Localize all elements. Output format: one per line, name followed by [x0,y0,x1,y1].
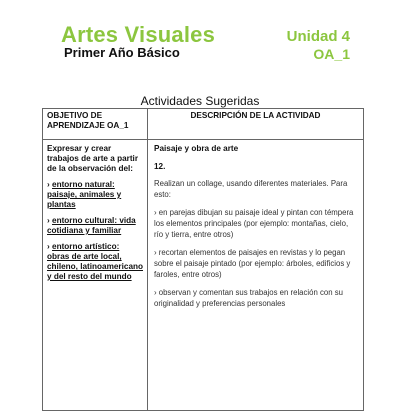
activity-number: 12. [154,162,166,171]
objective-code: OA_1 [313,46,350,62]
activity-intro: Realizan un collage, usando diferentes materiales. Para esto: [154,179,348,199]
objective-item [47,216,143,236]
unit-label: Unidad 4 [286,28,350,45]
activity-title: Paisaje y obra de arte [154,144,239,153]
activities-table [42,108,364,411]
activity-step: › en parejas dibujan su paisaje ideal y pintan con témpera los elementos principales (por ejemplo: montañas, cielo, río y tierra, entre otros) [154,208,354,239]
bullet: › [47,242,53,251]
section-title: Actividades Sugeridas [140,94,260,108]
bullet: › [47,216,53,225]
objective-item [47,180,143,210]
objective-cell [43,140,148,411]
activity-step: › recortan elementos de paisajes en revistas y lo pegan sobre el paisaje pintado (por ejemplo: árboles, edificios y faroles, entre otros) [154,248,351,279]
activity-step: › observan y comentan sus trabajos en relación con su originalidad y preferencias personales [154,288,343,308]
objective-item-text: entorno cultural: vida cotidiana y familiar [47,216,136,235]
grade-subtitle: Primer Año Básico [64,45,180,60]
header-objective: OBJETIVO DE APRENDIZAJE OA_1 [43,109,148,140]
activity-cell [148,140,364,411]
table-header-row [43,109,364,140]
subject-title: Artes Visuales [61,22,216,47]
document-header [0,0,400,70]
objective-intro: Expresar y crear trabajos de arte a partir de la observación del: [47,144,139,173]
objective-item-text: entorno artístico: obras de arte local, chileno, latinoamericano y del resto del mundo [47,242,143,281]
objective-item-text: entorno natural: paisaje, animales y plantas [47,180,122,209]
objective-item [47,242,143,282]
bullet: › [47,180,53,189]
table-row [43,140,364,411]
header-description: DESCRIPCIÓN DE LA ACTIVIDAD [148,109,364,140]
